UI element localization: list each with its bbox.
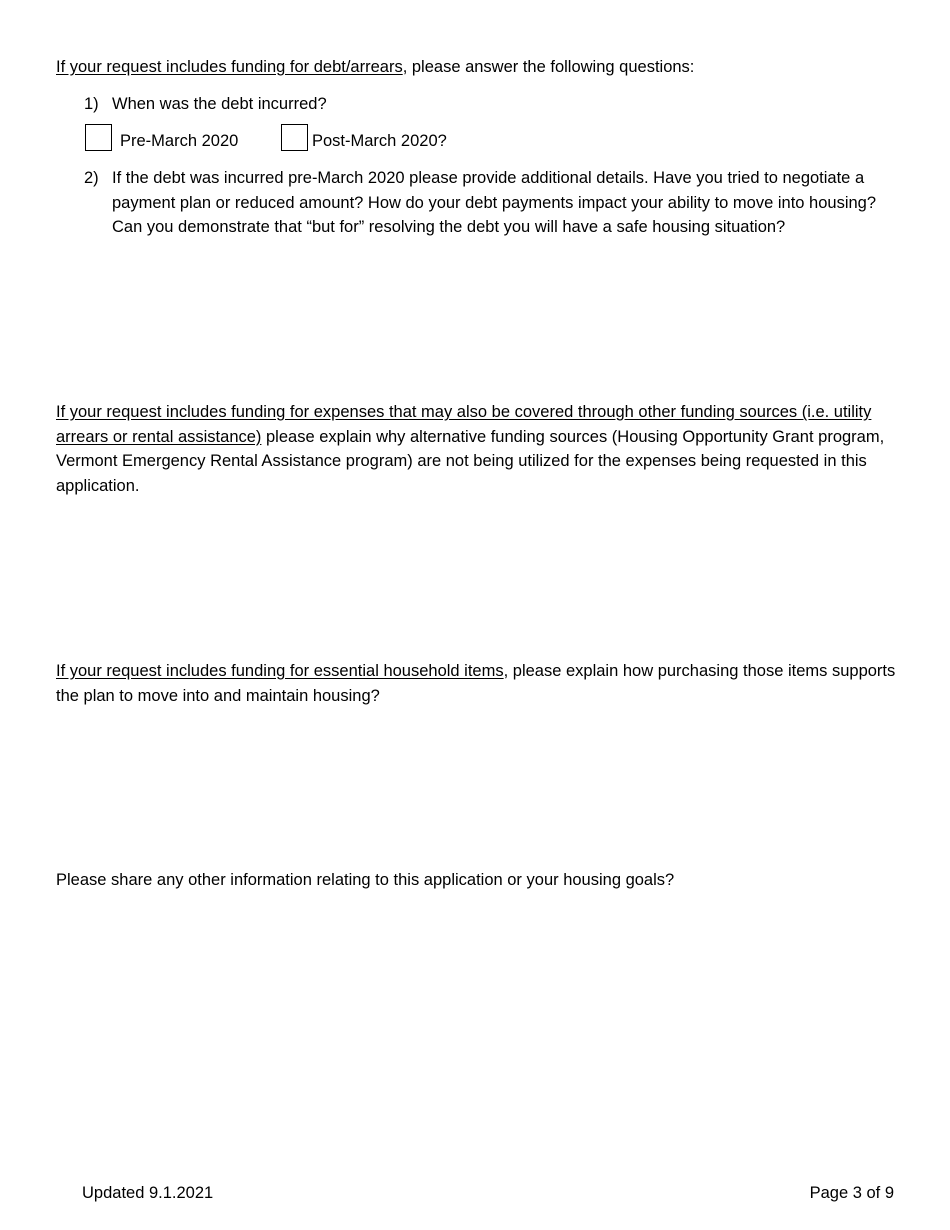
- household-underlined: If your request includes funding for essential household items: [56, 662, 504, 680]
- debt-section-underlined: If your request includes funding for debt/arrears: [56, 58, 403, 76]
- footer-page-number: Page 3 of 9: [809, 1184, 894, 1202]
- question-1-number: 1): [84, 95, 99, 113]
- other-info-prompt: Please share any other information relating to this application or your housing goals?: [56, 871, 675, 889]
- debt-section-intro: [56, 55, 906, 80]
- question-2-number: 2): [84, 169, 99, 187]
- pre-march-2020-checkbox[interactable]: [85, 124, 112, 151]
- question-2-text: If the debt was incurred pre-March 2020 please provide additional details. Have you tried to negotiate a payment plan or reduced amount? How do your debt payments impact your ability to move into housing? Can you demonstrate that “but for” resolving the debt you will have a safe housing situation?: [112, 169, 877, 236]
- household-intro-rest: , please explain how purchasing those items supports the plan to move into and maintain housing?: [56, 662, 896, 705]
- pre-march-2020-label: Pre-March 2020: [120, 132, 239, 150]
- other-sources-section-intro: [56, 400, 906, 498]
- other-sources-intro-rest: please explain why alternative funding sources (Housing Opportunity Grant program, Vermont Emergency Rental Assistance program) are not being utilized for the expenses being requested in this application.: [56, 427, 885, 495]
- post-march-2020-label: Post-March 2020?: [312, 132, 447, 150]
- post-march-2020-checkbox[interactable]: [281, 124, 308, 151]
- debt-section-intro-rest: , please answer the following questions:: [402, 58, 695, 76]
- question-1-text: When was the debt incurred?: [112, 95, 327, 113]
- footer-updated-date: Updated 9.1.2021: [82, 1184, 214, 1202]
- other-sources-underlined: If your request includes funding for expenses that may also be covered through other funding sources (i.e. utility arrears or rental assistance): [56, 403, 872, 446]
- household-section-intro: [56, 659, 906, 708]
